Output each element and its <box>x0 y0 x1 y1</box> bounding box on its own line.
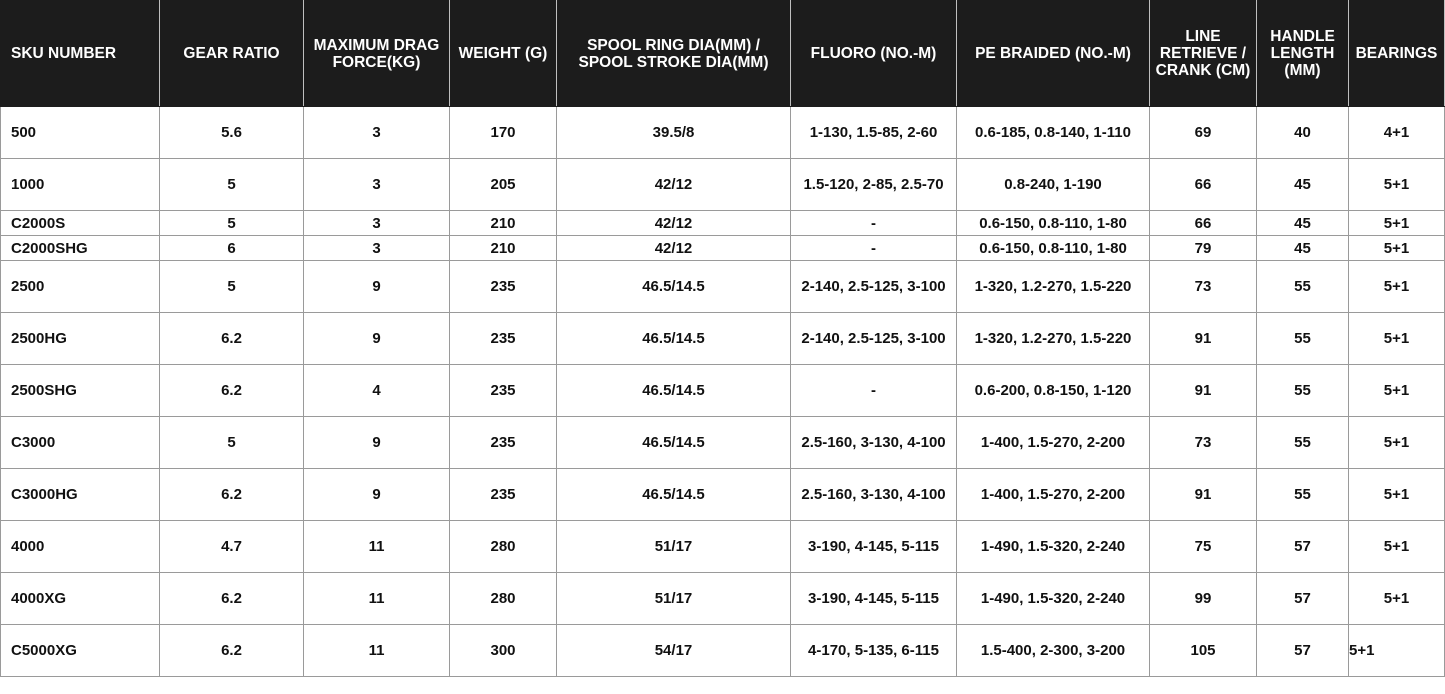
cell-bearings: 5+1 <box>1349 211 1445 236</box>
cell-line-retrieve: 91 <box>1150 313 1257 365</box>
cell-fluoro: 2.5-160, 3-130, 4-100 <box>791 417 957 469</box>
cell-bearings: 4+1 <box>1349 107 1445 159</box>
cell-weight: 280 <box>450 521 557 573</box>
cell-handle-length: 57 <box>1257 625 1349 677</box>
cell-handle-length: 55 <box>1257 261 1349 313</box>
cell-spool: 46.5/14.5 <box>557 365 791 417</box>
cell-gear-ratio: 6 <box>160 236 304 261</box>
header-line-retrieve: LINE RETRIEVE / CRANK (CM) <box>1150 1 1257 107</box>
cell-spool: 46.5/14.5 <box>557 313 791 365</box>
cell-sku: 4000XG <box>1 573 160 625</box>
cell-gear-ratio: 5 <box>160 211 304 236</box>
cell-fluoro: 1-130, 1.5-85, 2-60 <box>791 107 957 159</box>
cell-max-drag: 11 <box>304 521 450 573</box>
cell-spool: 46.5/14.5 <box>557 417 791 469</box>
header-spool: SPOOL RING DIA(MM) / SPOOL STROKE DIA(MM) <box>557 1 791 107</box>
header-pe-braided: PE BRAIDED (NO.-M) <box>957 1 1150 107</box>
cell-weight: 235 <box>450 417 557 469</box>
cell-bearings: 5+1 <box>1349 521 1445 573</box>
cell-weight: 235 <box>450 365 557 417</box>
cell-spool: 42/12 <box>557 236 791 261</box>
cell-sku: 2500 <box>1 261 160 313</box>
cell-handle-length: 57 <box>1257 521 1349 573</box>
cell-spool: 42/12 <box>557 211 791 236</box>
cell-line-retrieve: 79 <box>1150 236 1257 261</box>
cell-fluoro: 4-170, 5-135, 6-115 <box>791 625 957 677</box>
cell-line-retrieve: 105 <box>1150 625 1257 677</box>
cell-gear-ratio: 5 <box>160 417 304 469</box>
cell-bearings: 5+1 <box>1349 573 1445 625</box>
cell-gear-ratio: 4.7 <box>160 521 304 573</box>
cell-max-drag: 3 <box>304 159 450 211</box>
cell-handle-length: 55 <box>1257 365 1349 417</box>
cell-max-drag: 3 <box>304 211 450 236</box>
header-gear-ratio: GEAR RATIO <box>160 1 304 107</box>
table-row <box>1 469 1445 521</box>
cell-line-retrieve: 75 <box>1150 521 1257 573</box>
header-max-drag: MAXIMUM DRAG FORCE(KG) <box>304 1 450 107</box>
table-row <box>1 159 1445 211</box>
cell-handle-length: 55 <box>1257 469 1349 521</box>
cell-weight: 280 <box>450 573 557 625</box>
cell-bearings: 5+1 <box>1349 261 1445 313</box>
cell-line-retrieve: 91 <box>1150 365 1257 417</box>
cell-fluoro: 1.5-120, 2-85, 2.5-70 <box>791 159 957 211</box>
cell-spool: 46.5/14.5 <box>557 469 791 521</box>
cell-line-retrieve: 66 <box>1150 211 1257 236</box>
cell-handle-length: 45 <box>1257 236 1349 261</box>
table-row <box>1 107 1445 159</box>
cell-gear-ratio: 6.2 <box>160 469 304 521</box>
cell-pe-braided: 1-320, 1.2-270, 1.5-220 <box>957 313 1150 365</box>
cell-line-retrieve: 73 <box>1150 417 1257 469</box>
cell-sku: 1000 <box>1 159 160 211</box>
cell-pe-braided: 0.6-200, 0.8-150, 1-120 <box>957 365 1150 417</box>
cell-spool: 42/12 <box>557 159 791 211</box>
cell-max-drag: 11 <box>304 573 450 625</box>
header-bearings: BEARINGS <box>1349 1 1445 107</box>
header-sku: SKU NUMBER <box>1 1 160 107</box>
cell-pe-braided: 0.6-185, 0.8-140, 1-110 <box>957 107 1150 159</box>
cell-max-drag: 9 <box>304 313 450 365</box>
cell-weight: 205 <box>450 159 557 211</box>
cell-sku: 2500SHG <box>1 365 160 417</box>
cell-line-retrieve: 69 <box>1150 107 1257 159</box>
cell-sku: C3000 <box>1 417 160 469</box>
header-fluoro: FLUORO (NO.-M) <box>791 1 957 107</box>
cell-weight: 170 <box>450 107 557 159</box>
cell-weight: 210 <box>450 236 557 261</box>
cell-max-drag: 3 <box>304 236 450 261</box>
cell-gear-ratio: 5 <box>160 261 304 313</box>
cell-pe-braided: 0.8-240, 1-190 <box>957 159 1150 211</box>
cell-spool: 39.5/8 <box>557 107 791 159</box>
cell-max-drag: 9 <box>304 261 450 313</box>
cell-handle-length: 57 <box>1257 573 1349 625</box>
cell-pe-braided: 1.5-400, 2-300, 3-200 <box>957 625 1150 677</box>
table-row <box>1 236 1445 261</box>
cell-max-drag: 9 <box>304 469 450 521</box>
cell-spool: 51/17 <box>557 521 791 573</box>
table-row <box>1 365 1445 417</box>
cell-weight: 210 <box>450 211 557 236</box>
cell-fluoro: 3-190, 4-145, 5-115 <box>791 521 957 573</box>
table-row <box>1 261 1445 313</box>
cell-line-retrieve: 99 <box>1150 573 1257 625</box>
cell-gear-ratio: 6.2 <box>160 313 304 365</box>
cell-pe-braided: 1-490, 1.5-320, 2-240 <box>957 573 1150 625</box>
cell-fluoro: - <box>791 236 957 261</box>
cell-pe-braided: 1-320, 1.2-270, 1.5-220 <box>957 261 1150 313</box>
cell-bearings: 5+1 <box>1349 313 1445 365</box>
cell-spool: 46.5/14.5 <box>557 261 791 313</box>
cell-weight: 300 <box>450 625 557 677</box>
cell-gear-ratio: 5.6 <box>160 107 304 159</box>
cell-line-retrieve: 66 <box>1150 159 1257 211</box>
cell-sku: 500 <box>1 107 160 159</box>
cell-bearings: 5+1 <box>1349 469 1445 521</box>
cell-pe-braided: 1-490, 1.5-320, 2-240 <box>957 521 1150 573</box>
cell-fluoro: - <box>791 365 957 417</box>
cell-pe-braided: 0.6-150, 0.8-110, 1-80 <box>957 211 1150 236</box>
table-row <box>1 521 1445 573</box>
cell-handle-length: 45 <box>1257 211 1349 236</box>
cell-sku: 2500HG <box>1 313 160 365</box>
cell-sku: C5000XG <box>1 625 160 677</box>
cell-handle-length: 55 <box>1257 313 1349 365</box>
cell-bearings: 5+1 <box>1349 417 1445 469</box>
cell-weight: 235 <box>450 261 557 313</box>
cell-pe-braided: 0.6-150, 0.8-110, 1-80 <box>957 236 1150 261</box>
header-row <box>1 1 1445 107</box>
cell-bearings: 5+1 <box>1349 625 1445 677</box>
cell-handle-length: 45 <box>1257 159 1349 211</box>
cell-pe-braided: 1-400, 1.5-270, 2-200 <box>957 469 1150 521</box>
table-row <box>1 625 1445 677</box>
cell-gear-ratio: 6.2 <box>160 573 304 625</box>
cell-line-retrieve: 73 <box>1150 261 1257 313</box>
table-row <box>1 417 1445 469</box>
cell-bearings: 5+1 <box>1349 365 1445 417</box>
cell-fluoro: 3-190, 4-145, 5-115 <box>791 573 957 625</box>
header-weight: WEIGHT (G) <box>450 1 557 107</box>
cell-sku: 4000 <box>1 521 160 573</box>
cell-pe-braided: 1-400, 1.5-270, 2-200 <box>957 417 1150 469</box>
cell-sku: C3000HG <box>1 469 160 521</box>
cell-bearings: 5+1 <box>1349 159 1445 211</box>
header-handle-length: HANDLE LENGTH (MM) <box>1257 1 1349 107</box>
cell-max-drag: 11 <box>304 625 450 677</box>
cell-sku: C2000SHG <box>1 236 160 261</box>
cell-gear-ratio: 6.2 <box>160 625 304 677</box>
table-row <box>1 313 1445 365</box>
cell-fluoro: - <box>791 211 957 236</box>
cell-fluoro: 2-140, 2.5-125, 3-100 <box>791 261 957 313</box>
cell-max-drag: 9 <box>304 417 450 469</box>
table-row <box>1 573 1445 625</box>
cell-line-retrieve: 91 <box>1150 469 1257 521</box>
cell-max-drag: 3 <box>304 107 450 159</box>
cell-bearings: 5+1 <box>1349 236 1445 261</box>
cell-sku: C2000S <box>1 211 160 236</box>
cell-gear-ratio: 6.2 <box>160 365 304 417</box>
cell-weight: 235 <box>450 469 557 521</box>
cell-gear-ratio: 5 <box>160 159 304 211</box>
table-row <box>1 211 1445 236</box>
cell-max-drag: 4 <box>304 365 450 417</box>
cell-fluoro: 2.5-160, 3-130, 4-100 <box>791 469 957 521</box>
cell-handle-length: 40 <box>1257 107 1349 159</box>
cell-spool: 51/17 <box>557 573 791 625</box>
cell-fluoro: 2-140, 2.5-125, 3-100 <box>791 313 957 365</box>
cell-spool: 54/17 <box>557 625 791 677</box>
cell-handle-length: 55 <box>1257 417 1349 469</box>
cell-weight: 235 <box>450 313 557 365</box>
